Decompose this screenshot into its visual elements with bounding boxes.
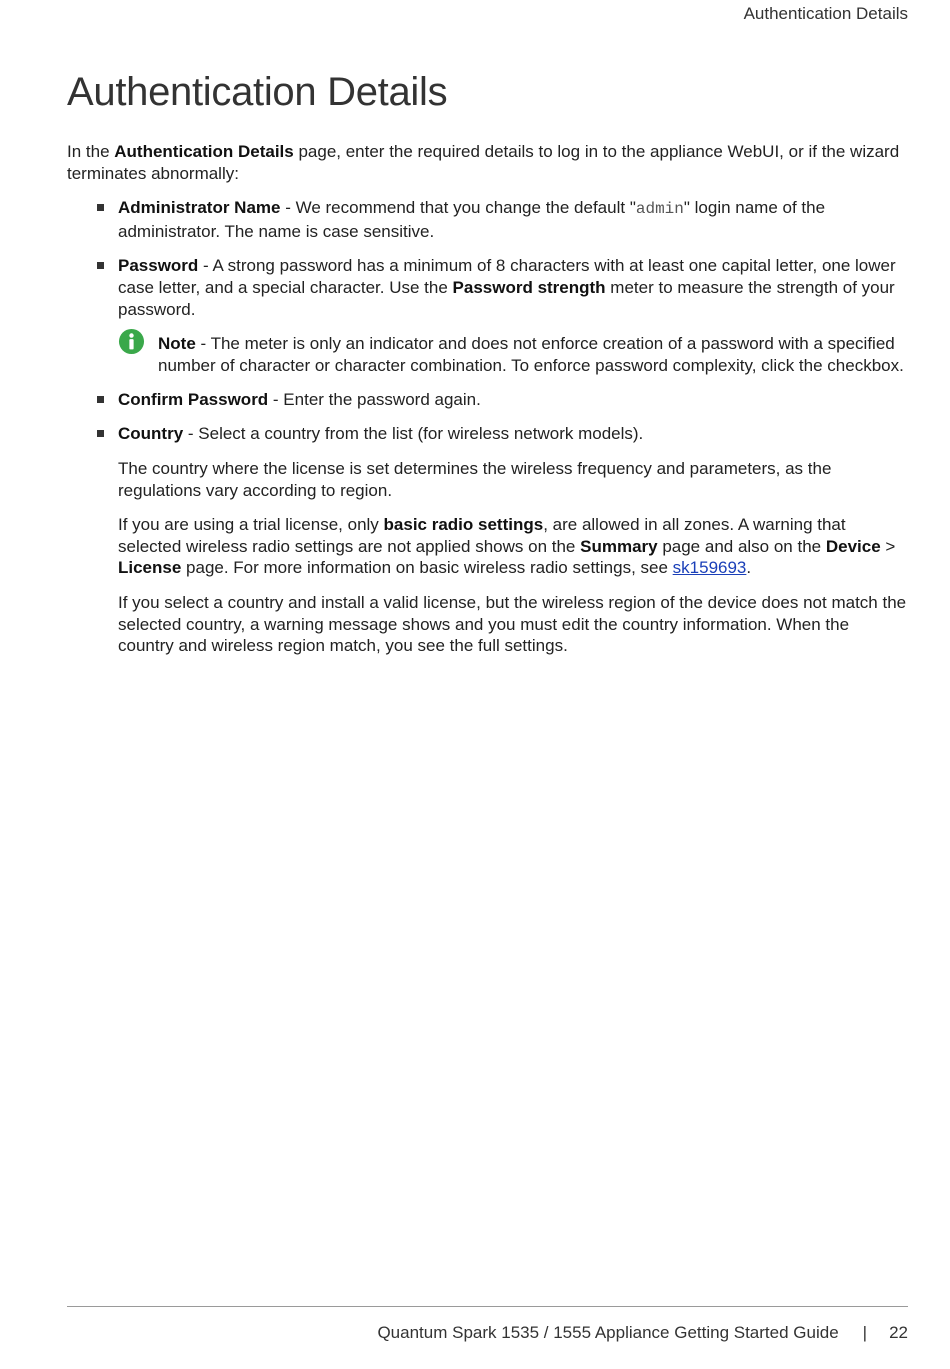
admin-description-end: " login name of the administrator. The name is case sensitive.: [118, 198, 826, 241]
term-administrator-name: Administrator Name: [118, 198, 281, 218]
page-number: 22: [889, 1323, 908, 1342]
term-confirm-password: Confirm Password: [118, 390, 269, 410]
para2-text-6: .: [746, 558, 752, 578]
page-footer: [377, 1323, 908, 1343]
page-title: Authentication Details: [67, 70, 448, 114]
note-text: - The meter is only an indicator and does not enforce creation of a password with a specified number of character or character combination. To enforce password complexity, click the checkbox.: [158, 334, 904, 375]
para2-text-4: >: [880, 536, 896, 556]
field-list: [67, 197, 909, 657]
running-header: Authentication Details: [743, 4, 908, 23]
confirm-description: - Enter the password again.: [268, 390, 481, 410]
country-paragraph-3: If you select a country and install a valid license, but the wireless region of the device does not match the selected country, a warning message shows and you must edit the country information. When the country and wireless region match, you see the full settings.: [118, 592, 907, 656]
intro-paragraph: [67, 141, 909, 185]
square-bullet-icon: [97, 262, 104, 269]
square-bullet-icon: [97, 204, 104, 211]
page-content: [67, 141, 909, 670]
intro-text-end: page, enter the required details to log in to the appliance WebUI, or if the wizard terminates abnormally:: [67, 142, 900, 183]
list-item-password: [118, 255, 909, 376]
term-password: Password: [118, 256, 199, 276]
para2-text-3: page and also on the: [657, 536, 826, 556]
footer-separator: |: [862, 1323, 868, 1342]
intro-bold: Authentication Details: [114, 142, 294, 161]
footer-divider: [67, 1306, 908, 1307]
note-label: Note: [158, 334, 196, 354]
country-paragraph-2: [118, 514, 909, 579]
summary-bold: Summary: [580, 536, 658, 556]
list-item-administrator-name: [118, 197, 909, 243]
password-description-end: meter to measure the strength of your password.: [118, 277, 895, 319]
password-description: - A strong password has a minimum of 8 characters with at least one capital letter, one lower case letter, and a special character. Use the: [118, 256, 896, 297]
sk159693-link[interactable]: sk159693: [672, 558, 747, 578]
term-country: Country: [118, 424, 184, 444]
list-item-confirm-password: [118, 389, 909, 411]
basic-radio-settings-bold: basic radio settings: [383, 514, 544, 534]
square-bullet-icon: [97, 430, 104, 437]
info-icon: [118, 328, 145, 355]
admin-description: - We recommend that you change the default ": [280, 198, 636, 218]
list-item-country: [118, 423, 909, 657]
note-callout: [118, 333, 909, 377]
para2-text-1: If you are using a trial license, only: [118, 514, 384, 534]
country-description: - Select a country from the list (for wireless network models).: [183, 424, 644, 444]
footer-guide-title: Quantum Spark 1535 / 1555 Appliance Getting Started Guide: [377, 1323, 839, 1342]
password-strength-bold: Password strength: [452, 277, 606, 297]
code-default-login: admin: [635, 200, 684, 219]
license-bold: License: [118, 558, 182, 578]
intro-text: In the: [67, 142, 115, 161]
para2-text-5: page. For more information on basic wireless radio settings, see: [181, 558, 673, 578]
device-bold: Device: [825, 536, 881, 556]
country-paragraph-1: The country where the license is set determines the wireless frequency and parameters, as the regulations vary according to region.: [118, 458, 832, 500]
square-bullet-icon: [97, 396, 104, 403]
para2-text-2: , are allowed in all zones. A warning that selected wireless radio settings are not applied shows on the: [118, 514, 846, 556]
